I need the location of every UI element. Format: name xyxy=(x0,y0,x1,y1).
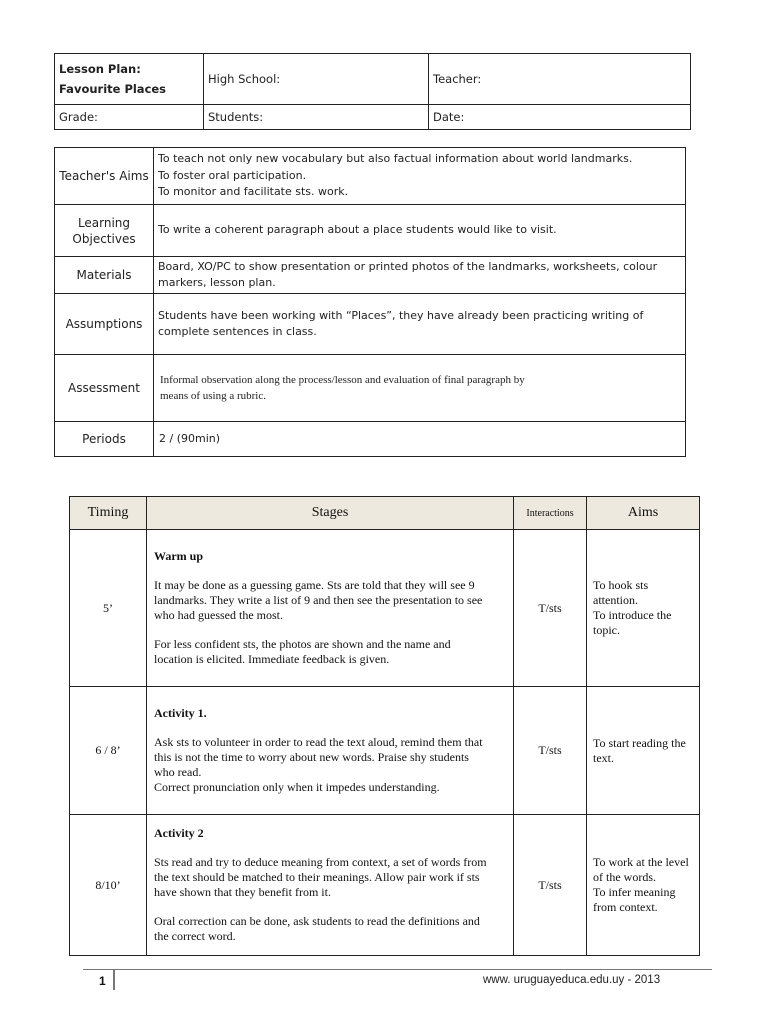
stage-paragraph xyxy=(154,637,506,667)
materials-row xyxy=(55,257,686,294)
aims-cell xyxy=(587,815,700,956)
table-row xyxy=(70,530,700,687)
assessment-line: means of using a rubric. xyxy=(160,390,266,402)
interaction-cell: T/sts xyxy=(514,815,587,956)
details-table xyxy=(54,147,686,457)
date-field: Date: xyxy=(429,105,691,130)
stage-line: Sts read and try to deduce meaning from context, a set of words from xyxy=(154,855,487,869)
learning-objectives-value: To write a coherent paragraph about a place students would like to visit. xyxy=(154,205,686,257)
stage-paragraph xyxy=(154,578,506,623)
footer-divider xyxy=(83,969,712,970)
high-school-field: High School: xyxy=(204,54,429,105)
lesson-plan-name: Favourite Places xyxy=(59,82,167,96)
aims-line: To start reading the xyxy=(593,735,686,750)
stage-cell xyxy=(147,687,514,815)
lesson-plan-title-cell xyxy=(55,54,204,105)
teachers-aims-line: To monitor and facilitate sts. work. xyxy=(158,185,349,199)
assumptions-row xyxy=(55,294,686,355)
stage-cell xyxy=(147,530,514,687)
periods-label: Periods xyxy=(55,422,154,457)
stages-table xyxy=(69,496,700,956)
timing-cell: 8/10’ xyxy=(70,815,147,956)
stages-header-row xyxy=(70,497,700,530)
assessment-line: Informal observation along the process/lesson and evaluation of final paragraph by xyxy=(160,373,525,386)
stage-line: have shown that they benefit from it. xyxy=(154,885,331,899)
stage-line: who had guessed the most. xyxy=(154,608,283,622)
aims-line: To infer meaning xyxy=(593,885,676,899)
stage-title: Activity 2 xyxy=(154,826,204,840)
aims-line: attention. xyxy=(593,593,638,607)
teachers-aims-row xyxy=(55,148,686,205)
materials-line: Board, XO/PC to show presentation or printed photos of the landmarks, worksheets, colour xyxy=(158,259,658,273)
aims-line: To hook sts xyxy=(593,578,649,592)
stage-line: the text should be matched to their meanings. Allow pair work if sts xyxy=(154,870,480,884)
aims-cell xyxy=(587,687,700,815)
aims-line: topic. xyxy=(593,623,620,637)
stage-line: the correct word. xyxy=(154,929,236,943)
footer-website: www. uruguayeduca.edu.uy - 2013 xyxy=(483,974,661,986)
teachers-aims-value xyxy=(154,148,686,205)
stage-line: this is not the time to worry about new words. Praise shy students xyxy=(154,750,469,764)
stage-line: Correct pronunciation only when it impedes understanding. xyxy=(154,780,440,794)
students-field: Students: xyxy=(204,105,429,130)
teachers-aims-line: To teach not only new vocabulary but also factual information about world landmarks. xyxy=(158,152,633,166)
assessment-row xyxy=(55,355,686,422)
aims-line: To introduce the xyxy=(593,608,672,622)
periods-value: 2 / (90min) xyxy=(154,422,686,457)
aims-line: text. xyxy=(593,750,614,765)
assumptions-line: complete sentences in class. xyxy=(158,325,317,338)
timing-cell: 5’ xyxy=(70,530,147,687)
aims-line: of the words. xyxy=(593,870,656,884)
stage-line: who read. xyxy=(154,765,202,779)
stage-line: For less confident sts, the photos are shown and the name and xyxy=(154,637,451,651)
stage-cell xyxy=(147,815,514,956)
teachers-aims-label: Teacher's Aims xyxy=(55,148,154,205)
materials-line: markers, lesson plan. xyxy=(158,276,276,289)
stage-line: location is elicited. Immediate feedback is given. xyxy=(154,652,390,666)
table-row xyxy=(70,687,700,815)
page-number: 1 xyxy=(99,974,106,988)
assessment-value xyxy=(154,355,686,422)
stage-line: Ask sts to volunteer in order to read the text aloud, remind them that xyxy=(154,735,483,749)
stage-title: Warm up xyxy=(154,549,204,563)
table-row xyxy=(70,815,700,956)
stage-paragraph xyxy=(154,735,506,795)
assumptions-value xyxy=(154,294,686,355)
aims-line: from context. xyxy=(593,900,658,914)
stage-line: Oral correction can be done, ask students to read the definitions and xyxy=(154,914,480,928)
materials-value xyxy=(154,257,686,294)
timing-cell: 6 / 8’ xyxy=(70,687,147,815)
page-number-divider xyxy=(113,970,115,990)
stage-paragraph xyxy=(154,855,506,900)
header-table xyxy=(54,53,691,130)
periods-row xyxy=(55,422,686,457)
stage-line: It may be done as a guessing game. Sts are told that they will see 9 xyxy=(154,578,475,592)
assumptions-label: Assumptions xyxy=(55,294,154,355)
interaction-cell: T/sts xyxy=(514,687,587,815)
lesson-plan-label: Lesson Plan: xyxy=(59,62,141,76)
assumptions-line: Students have been working with “Places”, they have already been practicing writing of xyxy=(158,308,644,322)
materials-label: Materials xyxy=(55,257,154,294)
stages-header: Stages xyxy=(147,497,514,530)
interactions-header: Interactions xyxy=(514,497,587,530)
interaction-cell: T/sts xyxy=(514,530,587,687)
assessment-label: Assessment xyxy=(55,355,154,422)
timing-header: Timing xyxy=(70,497,147,530)
learning-objectives-label xyxy=(55,205,154,257)
stage-paragraph xyxy=(154,914,506,944)
aims-line: To work at the level xyxy=(593,855,689,869)
aims-cell xyxy=(587,530,700,687)
stage-title: Activity 1. xyxy=(154,706,207,720)
learning-objectives-label-line: Learning xyxy=(77,215,131,230)
teachers-aims-line: To foster oral participation. xyxy=(158,168,307,182)
stage-line: landmarks. They write a list of 9 and then see the presentation to see xyxy=(154,593,483,607)
learning-objectives-row xyxy=(55,205,686,257)
aims-header: Aims xyxy=(587,497,700,530)
teacher-field: Teacher: xyxy=(429,54,691,105)
grade-field: Grade: xyxy=(55,105,204,130)
learning-objectives-label-line: Objectives xyxy=(72,231,136,246)
